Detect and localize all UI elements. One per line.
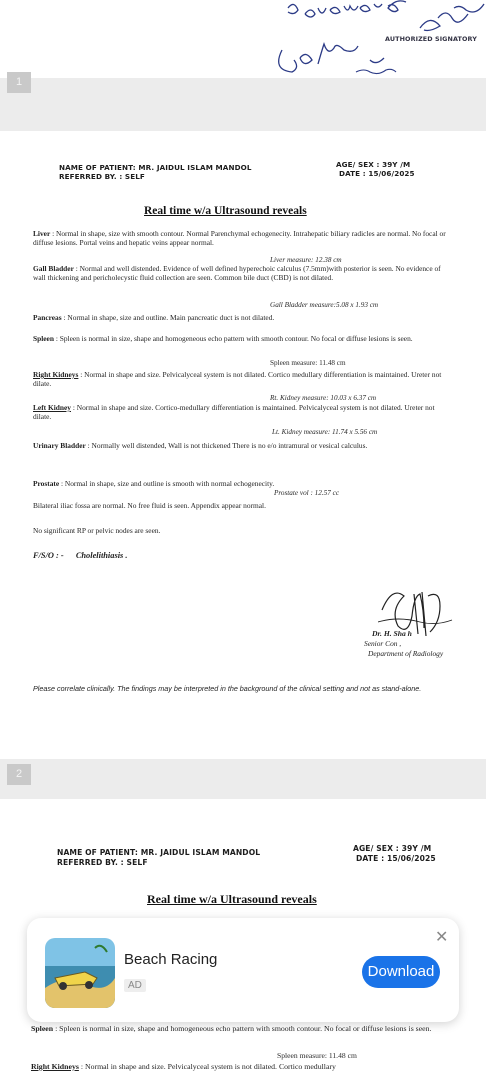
prostate-text: : Normal in shape, size and outline is smooth with normal echogenecity.: [61, 479, 275, 488]
prostate-label: Prostate: [33, 479, 60, 488]
pancreas-section: [33, 314, 451, 323]
urinary-bladder-label: Urinary Bladder: [33, 441, 86, 450]
download-button[interactable]: Download: [362, 956, 440, 988]
spleen-measure: Spleen measure: 11.48 cm: [277, 1051, 357, 1060]
fso-value: Cholelithiasis .: [75, 551, 128, 560]
urinary-bladder-text: : Normally well distended, Wall is not thickened There is no e/o intramural or vesical calculus.: [87, 441, 368, 450]
spleen-section: [33, 335, 453, 344]
pancreas-label: Pancreas: [33, 313, 62, 322]
liver-text: : Normal in shape, size with smooth contour. Normal Parenchymal echogenecity. Intrahepatic biliary radicles are normal. No focal or diffuse lesions. Portal veins and hepatic veins appear normal.: [33, 229, 446, 247]
right-kidney-text: : Normal in shape and size. Pelvicalyceal system is not dilated. Cortico medullary: [80, 1062, 336, 1071]
left-kidney-label: Left Kidney: [33, 403, 71, 412]
report-date: DATE : 15/06/2025: [339, 169, 415, 178]
age-sex: AGE/ SEX : 39Y /M: [336, 160, 411, 169]
right-kidney-section: [31, 1062, 471, 1071]
age-sex: AGE/ SEX : 39Y /M: [353, 844, 432, 853]
report-page-2: [0, 131, 486, 759]
right-kidney-measure: Rt. Kidney measure: 10.03 x 6.37 cm: [270, 394, 377, 402]
gall-bladder-measure: Gall Bladder measure:5.08 x 1.93 cm: [270, 301, 379, 309]
ad-banner[interactable]: [27, 918, 459, 1022]
pancreas-text: : Normal in shape, size and outline. Main pancreatic duct is not dilated.: [63, 313, 275, 322]
ad-title[interactable]: Beach Racing: [124, 951, 218, 968]
disclaimer: Please correlate clinically. The findings may be interpreted in the background of the clinical setting and not as stand-alone.: [33, 684, 422, 693]
spleen-text: : Spleen is normal in size, shape and homogeneous echo pattern with smooth contour. No focal or diffuse lesions is seen.: [55, 334, 413, 343]
spleen-text: : Spleen is normal in size, shape and homogeneous echo pattern with smooth contour. No focal or diffuse lesions is seen.: [55, 1024, 432, 1033]
liver-label: Liver: [33, 229, 51, 238]
liver-measure: Liver measure: 12.38 cm: [270, 256, 342, 264]
left-kidney-section: [33, 404, 451, 421]
right-kidney-section: [33, 371, 451, 388]
page-number-badge: 1: [7, 72, 31, 93]
spleen-section: [31, 1024, 471, 1033]
close-icon[interactable]: ✕: [435, 929, 449, 946]
report-date: DATE : 15/06/2025: [356, 854, 436, 863]
page-separator: [0, 759, 486, 799]
doctor-name: Dr. H. Sha h: [372, 629, 412, 638]
page-separator: [0, 78, 486, 131]
referred-by: REFERRED BY. : SELF: [57, 858, 148, 867]
patient-name: NAME OF PATIENT: MR. JAIDUL ISLAM MANDOL: [59, 163, 252, 172]
liver-section: [33, 230, 448, 247]
report-title: Real time w/a Ultrasound reveals: [144, 205, 307, 217]
urinary-bladder-section: [33, 442, 448, 451]
authorized-signatory: AUTHORIZED SIGNATORY: [385, 35, 477, 43]
gall-bladder-section: [33, 265, 451, 282]
ad-badge: AD: [124, 979, 146, 992]
spleen-label: Spleen: [31, 1024, 54, 1033]
spleen-label: Spleen: [33, 334, 54, 343]
spleen-measure: Spleen measure: 11.48 cm: [270, 359, 346, 367]
gall-bladder-label: Gall Bladder: [33, 264, 74, 273]
prostate-section: [33, 480, 453, 489]
left-kidney-text: : Normal in shape and size. Cortico-medullary differentiation is maintained. Pelvicalyceal system is not dilated. Ureter not dilate.: [33, 403, 435, 421]
left-kidney-measure: Lt. Kidney measure: 11.74 x 5.56 cm: [272, 428, 378, 436]
right-kidney-label: Right Kidneys: [33, 370, 79, 379]
game-app-icon[interactable]: [45, 938, 115, 1008]
page-number-badge: 2: [7, 764, 31, 785]
prostate-measure: Prostate vol : 12.57 cc: [274, 489, 340, 497]
referred-by: REFERRED BY. : SELF: [59, 172, 145, 181]
iliac-fossa-text: Bilateral iliac fossa are normal. No free fluid is seen. Appendix appear normal.: [33, 501, 266, 510]
doctor-department: Department of Radiology: [368, 649, 444, 658]
patient-name: NAME OF PATIENT: MR. JAIDUL ISLAM MANDOL: [57, 848, 261, 857]
fso-label: F/S/O : -: [33, 551, 64, 560]
fso-line: [33, 551, 127, 560]
right-kidney-label: Right Kidneys: [31, 1062, 79, 1071]
page-1-fragment: [0, 0, 486, 78]
gall-bladder-text: : Normal and well distended. Evidence of well defined hyperechoic calculus (7.5mm)with posterior is seen. No evidence of wall thickening and pericholecystic fluid collection are seen. Common bile duct (CBD) is not dilated.: [33, 264, 441, 282]
rp-nodes-text: No significant RP or pelvic nodes are seen.: [33, 526, 161, 535]
right-kidney-text: : Normal in shape and size. Pelvicalyceal system is not dilated. Cortico medullary differentiation is maintained. Ureter not dilate.: [33, 370, 442, 388]
report-title: Real time w/a Ultrasound reveals: [147, 892, 317, 906]
doctor-title: Senior Con ,: [364, 639, 402, 648]
